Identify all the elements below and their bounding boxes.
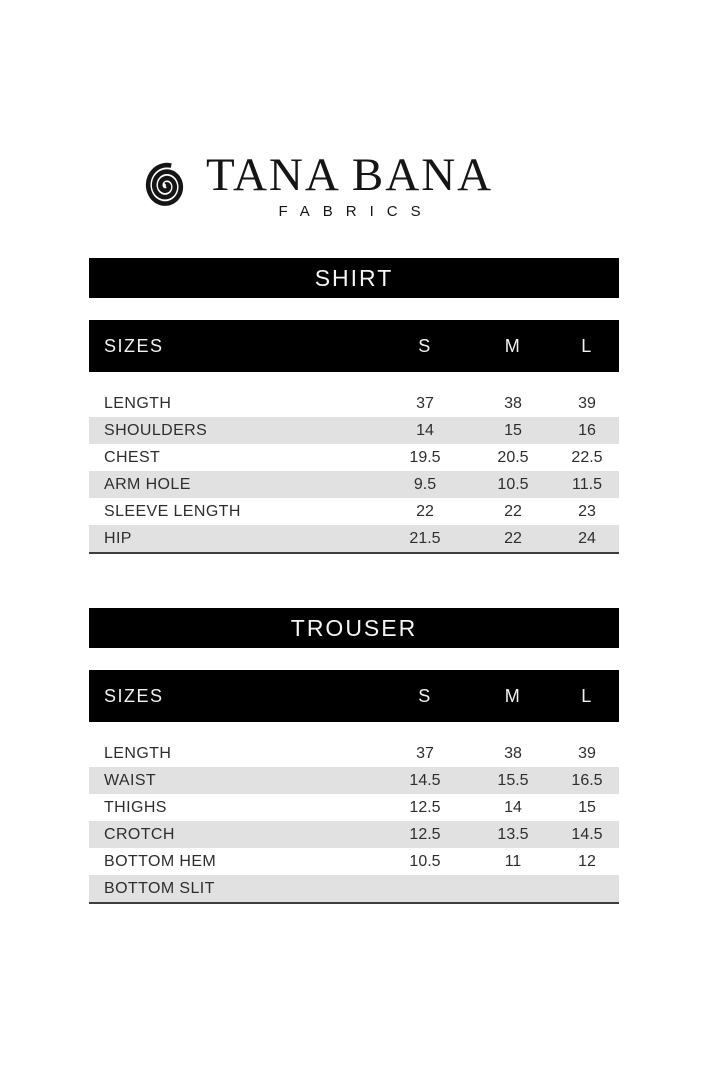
row-label: HIP bbox=[104, 529, 132, 547]
spiral-icon-svg bbox=[140, 156, 192, 216]
cell-value-m: 20.5 bbox=[497, 448, 529, 466]
cell-value-l: 14.5 bbox=[571, 825, 603, 843]
shirt-size-chart bbox=[89, 258, 619, 554]
trouser-table-body bbox=[89, 740, 619, 904]
cell-value-m: 14 bbox=[504, 798, 522, 816]
column-header-s: S bbox=[418, 335, 432, 356]
cell-value-s: 21.5 bbox=[409, 529, 441, 547]
row-label: SLEEVE LENGTH bbox=[104, 502, 241, 520]
row-label: CROTCH bbox=[104, 825, 175, 843]
cell-value-m: 15.5 bbox=[497, 771, 529, 789]
brand-subtitle: FABRICS bbox=[278, 203, 434, 220]
column-header-l: L bbox=[581, 335, 593, 356]
cell-value-s: 12.5 bbox=[409, 798, 441, 816]
cell-value-s: 9.5 bbox=[413, 475, 437, 493]
sizes-header-label: SIZES bbox=[104, 685, 164, 706]
row-label: LENGTH bbox=[104, 394, 172, 412]
cell-value-m: 22 bbox=[504, 502, 522, 520]
table-row bbox=[89, 525, 619, 552]
shirt-table-header bbox=[89, 320, 619, 372]
cell-value-m: 15 bbox=[504, 421, 522, 439]
cell-value-s: 37 bbox=[416, 394, 434, 412]
cell-value-m: 13.5 bbox=[497, 825, 529, 843]
trouser-size-chart bbox=[89, 608, 619, 904]
row-label: LENGTH bbox=[104, 744, 172, 762]
shirt-table-body bbox=[89, 390, 619, 554]
cell-value-s: 14.5 bbox=[409, 771, 441, 789]
cell-value-m: 22 bbox=[504, 529, 522, 547]
spiral-icon bbox=[140, 156, 192, 216]
table-row bbox=[89, 875, 619, 902]
table-row bbox=[89, 471, 619, 498]
table-row bbox=[89, 794, 619, 821]
table-row bbox=[89, 821, 619, 848]
table-row bbox=[89, 848, 619, 875]
row-label: WAIST bbox=[104, 771, 157, 789]
cell-value-m: 11 bbox=[504, 852, 522, 870]
brand-name: TANA BANA bbox=[206, 149, 494, 201]
column-header-s: S bbox=[418, 685, 432, 706]
trouser-banner bbox=[89, 608, 619, 648]
cell-value-s: 37 bbox=[416, 744, 434, 762]
cell-value-s: 10.5 bbox=[409, 852, 441, 870]
trouser-banner-title: TROUSER bbox=[290, 614, 418, 641]
cell-value-l: 23 bbox=[578, 502, 596, 520]
table-row bbox=[89, 767, 619, 794]
row-label: CHEST bbox=[104, 448, 161, 466]
cell-value-l: 11.5 bbox=[572, 475, 602, 493]
sizes-header-label: SIZES bbox=[104, 335, 164, 356]
cell-value-m: 10.5 bbox=[497, 475, 529, 493]
column-header-m: M bbox=[504, 335, 522, 356]
cell-value-s: 14 bbox=[416, 421, 434, 439]
row-label: BOTTOM SLIT bbox=[104, 879, 215, 897]
row-label: BOTTOM HEM bbox=[104, 852, 217, 870]
cell-value-s: 19.5 bbox=[409, 448, 441, 466]
table-row bbox=[89, 444, 619, 471]
table-row bbox=[89, 498, 619, 525]
cell-value-m: 38 bbox=[504, 394, 522, 412]
cell-value-s: 12.5 bbox=[409, 825, 441, 843]
shirt-banner-title: SHIRT bbox=[314, 264, 394, 291]
table-row bbox=[89, 417, 619, 444]
cell-value-l: 12 bbox=[578, 852, 596, 870]
brand-logo bbox=[140, 149, 494, 220]
cell-value-l: 22.5 bbox=[571, 448, 603, 466]
cell-value-l: 39 bbox=[578, 744, 596, 762]
column-header-l: L bbox=[581, 685, 593, 706]
table-row bbox=[89, 740, 619, 767]
cell-value-l: 15 bbox=[578, 798, 596, 816]
trouser-table-header bbox=[89, 670, 619, 722]
cell-value-l: 16 bbox=[578, 421, 596, 439]
shirt-banner bbox=[89, 258, 619, 298]
brand-text-block bbox=[206, 149, 494, 220]
cell-value-l: 24 bbox=[578, 529, 596, 547]
cell-value-l: 16.5 bbox=[571, 771, 603, 789]
table-row bbox=[89, 390, 619, 417]
cell-value-l: 39 bbox=[578, 394, 596, 412]
cell-value-m: 38 bbox=[504, 744, 522, 762]
row-label: THIGHS bbox=[104, 798, 167, 816]
row-label: ARM HOLE bbox=[104, 475, 191, 493]
cell-value-s: 22 bbox=[416, 502, 434, 520]
column-header-m: M bbox=[504, 685, 522, 706]
row-label: SHOULDERS bbox=[104, 421, 208, 439]
